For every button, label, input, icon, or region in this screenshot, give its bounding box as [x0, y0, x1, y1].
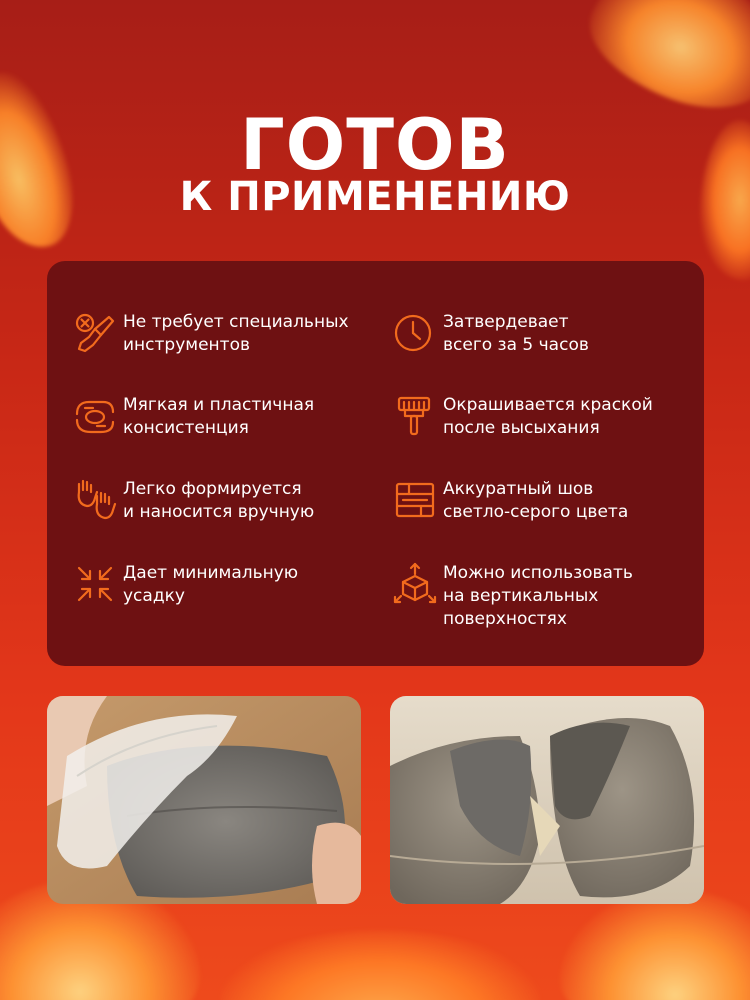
clay-block-unwrapping-photo	[47, 696, 361, 904]
feature-min-shrinkage	[73, 562, 298, 608]
flame-decoration-bottom-center	[220, 930, 540, 1000]
features-panel	[47, 261, 704, 666]
feature-text: Окрашивается краской после высыхания	[443, 395, 653, 438]
hands-icon	[73, 478, 117, 522]
feature-text: Дает минимальную усадку	[123, 563, 299, 606]
page-subtitle: К ПРИМЕНЕНИЮ	[179, 174, 571, 220]
flame-decoration-bottom-right	[560, 890, 750, 1000]
feature-text: Можно использовать на вертикальных поверхностях	[443, 563, 633, 629]
feature-neat-seam	[393, 478, 628, 524]
clock-icon	[393, 311, 437, 355]
shrink-arrows-icon	[73, 562, 117, 606]
no-tools-icon	[73, 311, 117, 355]
feature-soft-plastic	[73, 394, 314, 440]
feature-no-tools	[73, 311, 349, 357]
feature-text: Затвердевает всего за 5 часов	[443, 312, 589, 355]
box-3d-icon	[393, 562, 437, 606]
feature-paintable	[393, 394, 653, 440]
clay-block-broken-photo	[390, 696, 704, 904]
feature-hardens-fast	[393, 311, 589, 357]
feature-vertical-surfaces	[393, 562, 633, 631]
feature-text: Не требует специальных инструментов	[123, 312, 349, 355]
feature-text: Мягкая и пластичная консистенция	[123, 395, 315, 438]
feature-text: Аккуратный шов светло-серого цвета	[443, 479, 629, 522]
page-title: ГОТОВ	[240, 104, 510, 186]
feature-easy-forming	[73, 478, 314, 524]
kneading-hands-icon	[73, 394, 117, 438]
feature-text: Легко формируется и наносится вручную	[123, 479, 315, 522]
paint-brush-icon	[393, 394, 437, 438]
brick-wall-icon	[393, 478, 437, 522]
